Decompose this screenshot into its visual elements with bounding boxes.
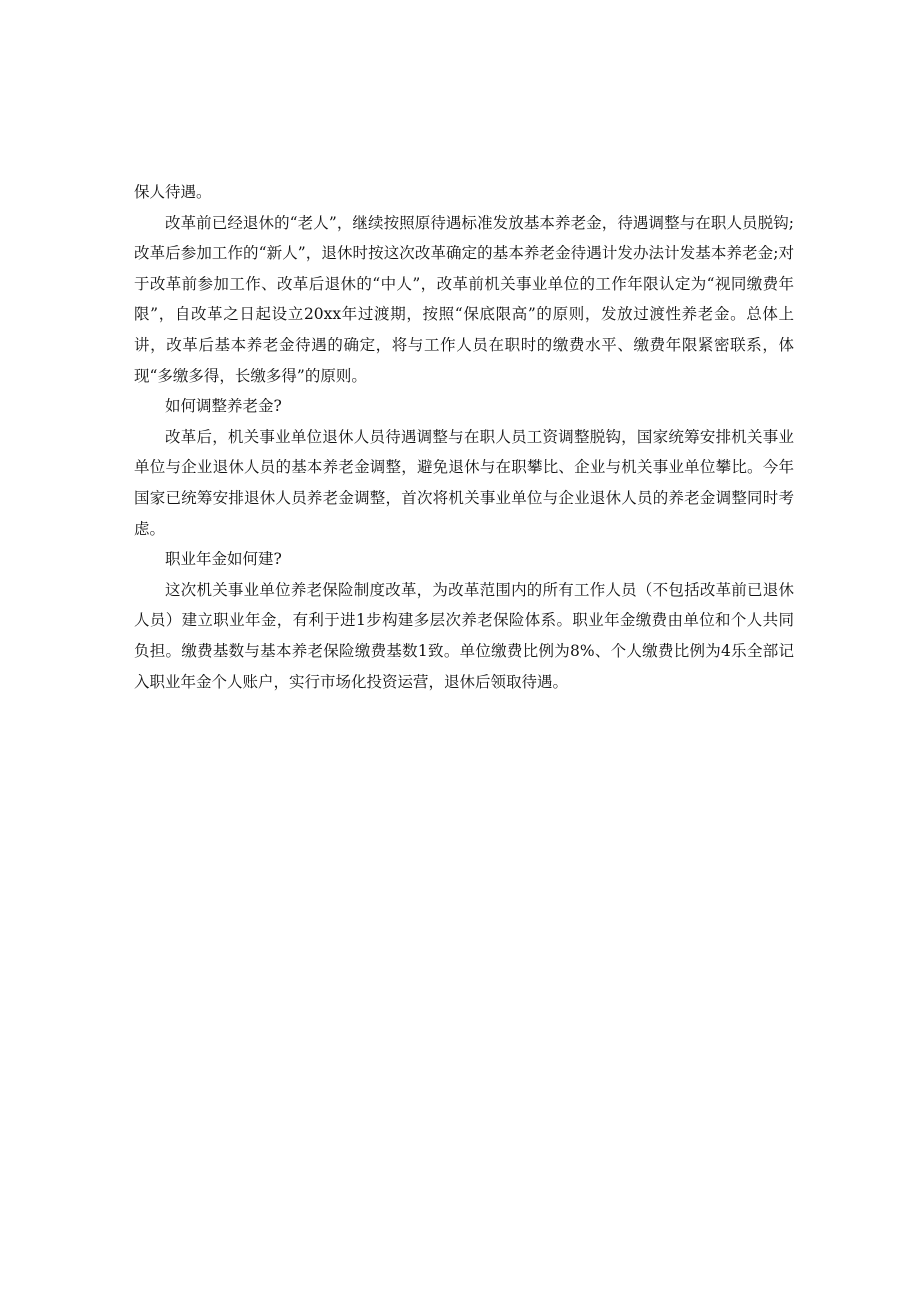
paragraph-occupational-annuity: 这次机关事业单位养老保险制度改革，为改革范围内的所有工作人员（不包括改革前已退休人员）建立职业年金，有利于进1步构建多层次养老保险体系。职业年金缴费由单位和个人共同负担。缴费基数与基本养老保险缴费基数1致。单位缴费比例为8%、个人缴费比例为4乐全部记入职业年金个人账户，实行市场化投资运营，退休后领取待遇。 [134, 580, 794, 691]
heading-occupational-annuity: 职业年金如何建? [165, 550, 282, 569]
heading-adjust-pension: 如何调整养老金? [165, 397, 282, 416]
document-body [134, 177, 794, 697]
paragraph-adjust-pension: 改革后，机关事业单位退休人员待遇调整与在职人员工资调整脱钩，国家统筹安排机关事业单位与企业退休人员的基本养老金调整，避免退休与在职攀比、企业与机关事业单位攀比。今年国家已统筹安排退休人员养老金调整，首次将机关事业单位与企业退休人员的养老金调整同时考虑。 [134, 427, 794, 538]
paragraph-continuation: 保人待遇。 [134, 183, 212, 201]
paragraph-pension-groups: 改革前已经退休的“老人”，继续按照原待遇标准发放基本养老金，待遇调整与在职人员脱钩;改革后参加工作的“新人”，退休时按这次改革确定的基本养老金待遇计发办法计发基本养老金;对于改革前参加工作、改革后退休的“中人”，改革前机关事业单位的工作年限认定为“视同缴费年限”，自改革之日起设立20xx年过渡期，按照“保底限高”的原则，发放过渡性养老金。总体上讲，改革后基本养老金待遇的确定，将与工作人员在职时的缴费水平、缴费年限紧密联系，体现“多缴多得，长缴多得”的原则。 [134, 213, 794, 385]
